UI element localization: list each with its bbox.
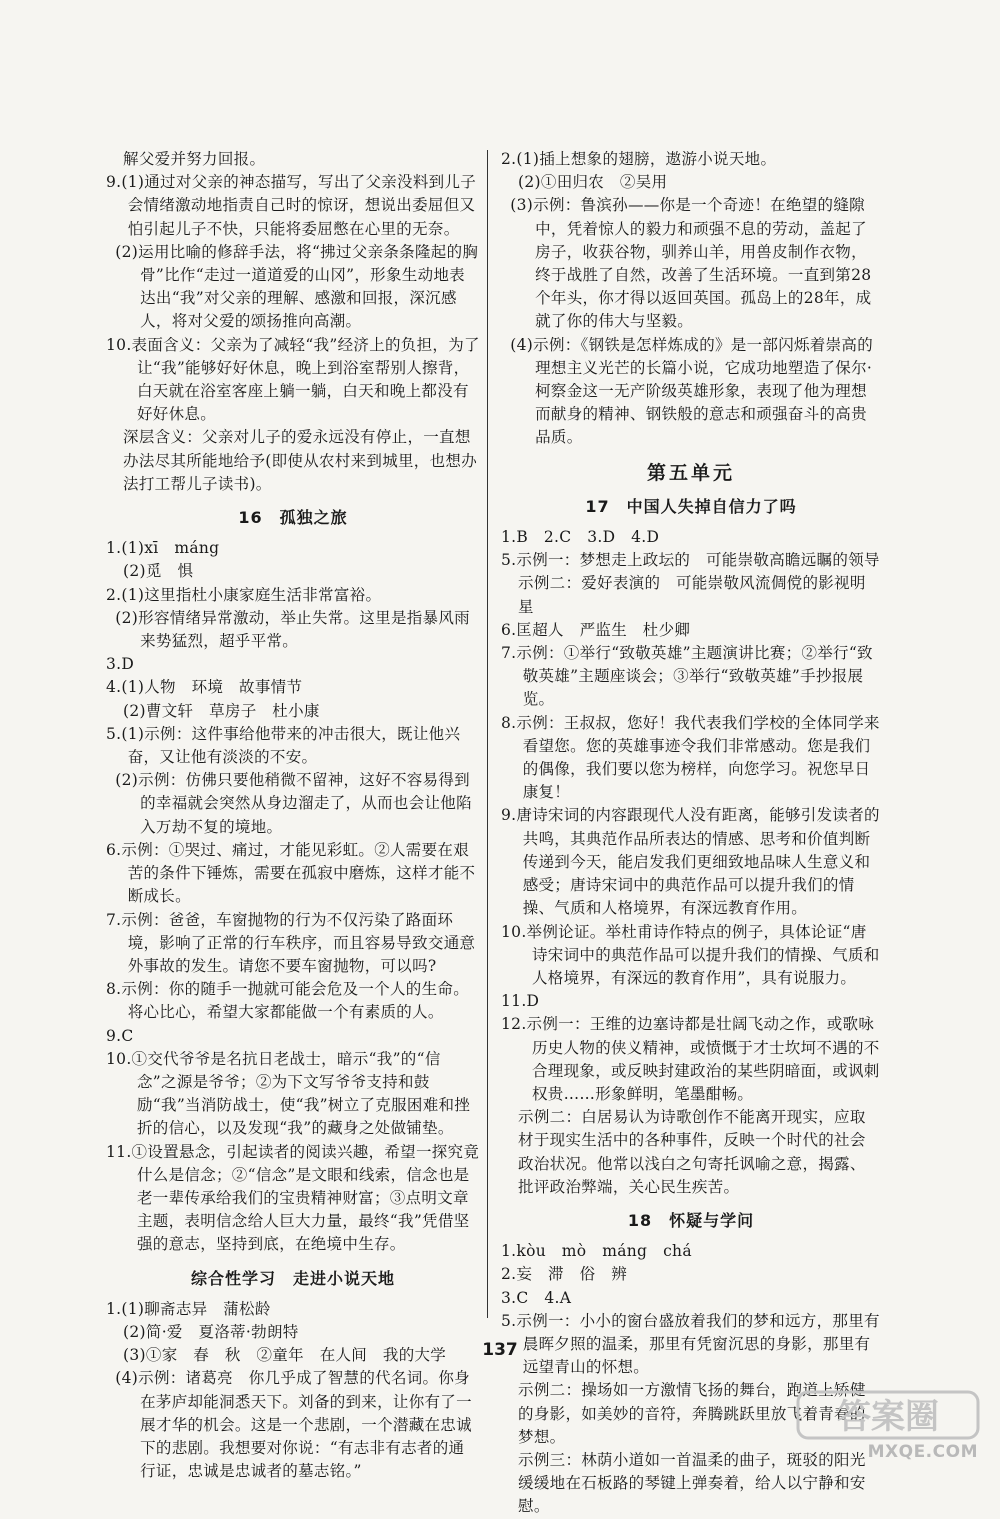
answer-line: 10.举例论证。举杜甫诗作特点的例子，具体论证“唐诗宋词中的典范作品可以提升我们的情操、气质和人格境界，有深远的教育作用”，具有说服力。 <box>501 922 880 987</box>
answer-line: 5.示例一：梦想走上政坛的 可能崇敬高瞻远瞩的领导 <box>501 551 880 570</box>
answer-line: 9.C <box>106 1026 134 1045</box>
answer-line: 9.唐诗宋词的内容跟现代人没有距离，能够引发读者的共鸣，其典范作品所表达的情感、思考和价值判断传递到今天，能启发我们更细致地品味人生意义和感受；唐诗宋词中的典范作品可以提升我们的情操、气质和人格境界，有深远教育作用。 <box>501 806 880 918</box>
answer-line: 2.妄 滞 俗 辨 <box>501 1265 627 1284</box>
answer-line: 12.示例一：王维的边塞诗都是壮阔飞动之作，或歌咏历史人物的侠义精神，或愤慨于才士坎坷不遇的不合理现象，或反映封建政治的某些阴暗面，或讽刺权贵……形象鲜明，笔墨酣畅。 <box>501 1015 880 1103</box>
answer-line: 7.示例：①举行“致敬英雄”主题演讲比赛；②举行“致敬英雄”主题座谈会；③举行“致敬英雄”手抄报展览。 <box>501 644 873 709</box>
answer-line: (4)示例：《钢铁是怎样炼成的》是一部闪烁着崇高的理想主义光芒的长篇小说，它成功地塑造了保尔·柯察金这一无产阶级英雄形象，表现了他为理想而献身的精神、钢铁般的意志和顽强奋斗的高贵品质。 <box>510 335 874 447</box>
unit-heading: 第五单元 <box>646 461 735 484</box>
answer-line: 示例二：白居易认为诗歌创作不能离开现实，应取材于现实生活中的各种事件，反映一个时代的社会政治状况。他常以浅白之句寄托讽喻之意，揭露、批评政治弊端，关心民生疾苦。 <box>518 1108 866 1196</box>
answer-line: (2)简·爱 夏洛蒂·勃朗特 <box>123 1322 299 1341</box>
answer-line: 8.示例：你的随手一抛就可能会危及一个人的生命。将心比心，希望大家都能做一个有素质的人。 <box>106 980 469 1022</box>
answer-line: 10.①交代爷爷是名抗日老战士，暗示“我”的“信念”之源是爷爷；②为下文写爷爷支持和鼓励“我”当消防战士，使“我”树立了克服困难和挫折的信心，以及发现“我”的藏身之处做铺垫。 <box>106 1049 471 1138</box>
answer-line: 1.kòu mò máng chá <box>501 1242 692 1261</box>
answer-line: (4)示例：诸葛亮 你几乎成了智慧的代名词。你身在茅庐却能洞悉天下。刘备的到来，让你有了一展才华的机会。这是一个悲剧，一个潜藏在忠诚下的悲剧。我想要对你说：“有志非有志者的通行证，忠诚是忠诚者的墓志铭。” <box>115 1369 472 1481</box>
answer-line: 5.(1)示例：这件事给他带来的冲击很大，既让他兴奋，又让他有淡淡的不安。 <box>106 724 461 767</box>
answer-line: 2.(1)插上想象的翅膀，遨游小说天地。 <box>501 150 777 168</box>
answer-line: 7.示例：爸爸，车窗抛物的行为不仅污染了路面环境，影响了正常的行车秩序，而且容易导致交通意外事故的发生。请您不要车窗抛物，可以吗? <box>106 910 476 975</box>
section-heading: 18 怀疑与学问 <box>627 1210 755 1230</box>
section-heading: 17 中国人失掉自信力了吗 <box>585 496 797 516</box>
right-column <box>501 148 881 1516</box>
answer-line: (2)曹文轩 草房子 杜小康 <box>123 701 320 720</box>
answer-line: (3)示例：鲁滨孙——你是一个奇迹！在绝望的缝隙中，凭着惊人的毅力和顽强不息的劳动，盖起了房子，收获谷物，驯养山羊，用兽皮制作衣物，终于战胜了自然，改善了生活环境。一直到第28个年头，你才得以返回英国。孤岛上的28年，成就了你的伟大与坚毅。 <box>510 196 872 331</box>
answer-line: (3)①家 春 秋 ②童年 在人间 我的大学 <box>123 1346 447 1365</box>
answer-line: 示例三：林荫小道如一首温柔的曲子，斑驳的阳光缓缓地在石板路的琴键上弹奏着，给人以宁静和安慰。 <box>518 1450 866 1516</box>
left-column <box>106 148 480 1481</box>
answer-line: 10.表面含义：父亲为了减轻“我”经济上的负担，为了让“我”能够好好休息，晚上到浴室帮别人擦背，白天就在浴室客座上躺一躺，白天和晚上都没有好好休息。 <box>106 335 480 424</box>
page-number: 137 <box>482 1340 518 1360</box>
watermark-logo-icon <box>796 1388 980 1442</box>
watermark-url: MXQE.COM <box>867 1442 978 1462</box>
answer-line: (2)形容情绪异常激动，举止失常。这里是指暴风雨来势猛烈，超乎平常。 <box>115 608 470 651</box>
answer-line: 解父爱并努力回报。 <box>123 150 266 168</box>
section-heading: 综合性学习 走进小说天地 <box>190 1268 395 1288</box>
answer-line: 4.(1)人物 环境 故事情节 <box>106 678 303 697</box>
answer-line: 1.(1)聊斋志异 蒲松龄 <box>106 1299 271 1318</box>
answer-line: 示例二：爱好表演的 可能崇敬风流倜傥的影视明星 <box>518 574 866 616</box>
answer-line: 示例二：操场如一方激情飞扬的舞台，跑道上矫健的身影，如美妙的音符，奔腾跳跃里放飞着青春的梦想。 <box>518 1381 866 1446</box>
answer-line: 11.D <box>501 992 540 1011</box>
answer-line: 6.匡超人 严监生 杜少卿 <box>501 620 691 639</box>
section-heading: 16 孤独之旅 <box>238 508 348 528</box>
answer-line: 1.B 2.C 3.D 4.D <box>501 528 660 547</box>
answer-line: 2.(1)这里指杜小康家庭生活非常富裕。 <box>106 585 382 604</box>
answer-line: (2)运用比喻的修辞手法，将“拂过父亲条条隆起的胸骨”比作“走过一道道爱的山冈”，形象生动地表达出“我”对父亲的理解、感激和回报，深沉感人，将对父爱的颂扬推向高潮。 <box>115 242 479 331</box>
watermark-badge-text: 答案圈 <box>837 1397 939 1437</box>
answer-line: 3.D <box>106 655 135 674</box>
answer-line: 6.示例：①哭过、痛过，才能见彩虹。②人需要在艰苦的条件下锤炼，需要在孤寂中磨炼，这样才能不断成长。 <box>106 840 476 906</box>
answer-line: (2)示例：仿佛只要他稍微不留神，这好不容易得到的幸福就会突然从身边溜走了，从而也会让他陷入万劫不复的境地。 <box>115 771 472 836</box>
answer-line: 深层含义：父亲对儿子的爱永远没有停止，一直想办法尽其所能地给予(即使从农村来到城里，也想办法打工帮儿子读书)。 <box>123 428 477 493</box>
answer-line: 11.①设置悬念，引起读者的阅读兴趣，希望一探究竟什么是信念；②“信念”是文眼和线索，信念也是老一辈传承给我们的宝贵精神财富；③点明文章主题，表明信念给人巨大力量，最终“我”凭借坚强的意志，坚持到底，在绝境中生存。 <box>106 1142 480 1254</box>
answer-line: 1.(1)xī máng <box>106 539 220 558</box>
answer-line: 5.示例一：小小的窗台盛放着我们的梦和远方，那里有晨晖夕照的温柔，那里有凭窗沉思的身影，那里有远望青山的怀想。 <box>501 1311 880 1377</box>
answer-line: 3.C 4.A <box>501 1288 572 1307</box>
answer-line: 9.(1)通过对父亲的神态描写，写出了父亲没料到儿子会情绪激动地指责自己时的惊讶，想说出委屈但又怕引起儿子不快，只能将委屈憋在心里的无奈。 <box>106 173 477 238</box>
answer-line: (2)①田归农 ②吴用 <box>518 173 668 192</box>
column-divider <box>487 150 488 1318</box>
answer-line: (2)觅 惧 <box>123 562 194 581</box>
answer-line: 8.示例：王叔叔，您好！我代表我们学校的全体同学来看望您。您的英雄事迹令我们非常感动。您是我们的偶像，我们要以您为榜样，向您学习。祝您早日康复！ <box>501 713 880 802</box>
